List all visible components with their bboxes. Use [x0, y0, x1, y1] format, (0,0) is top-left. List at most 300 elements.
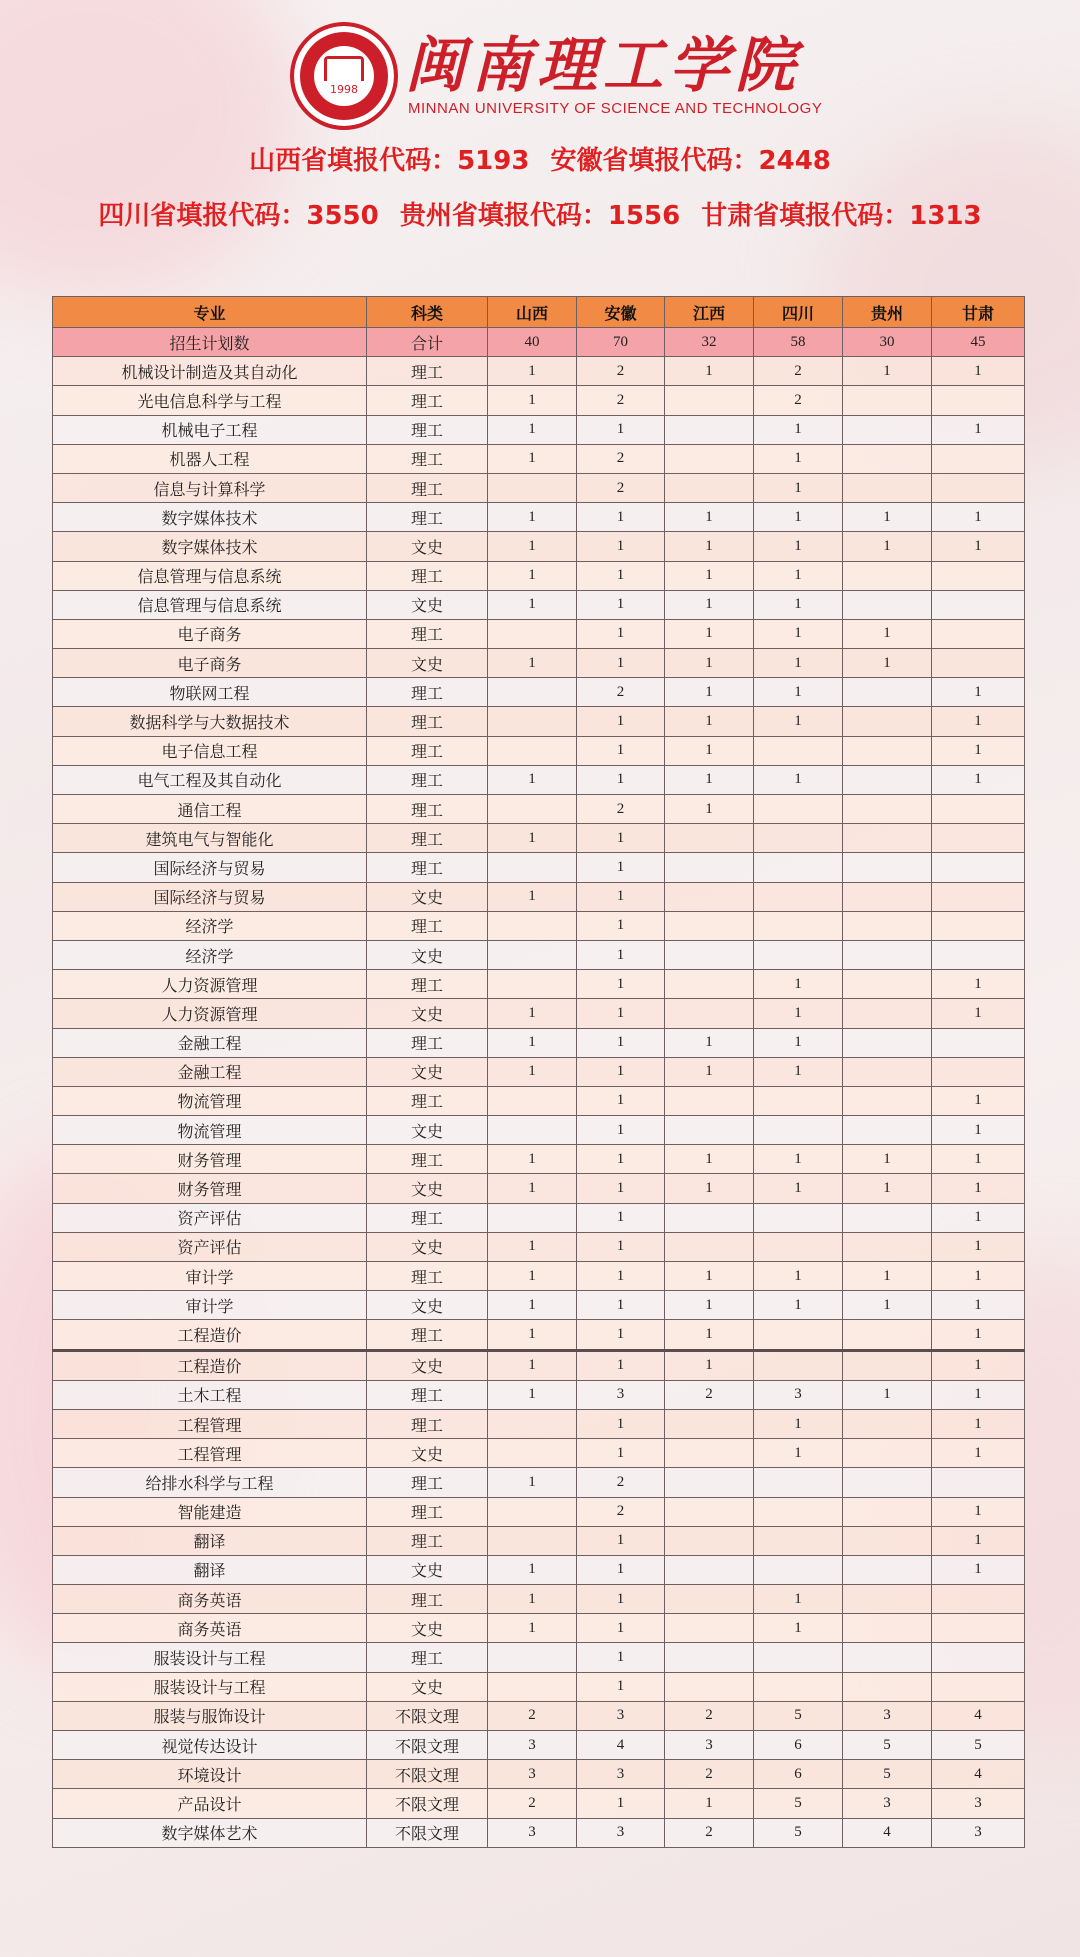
- cell-category: 理工: [367, 444, 488, 473]
- cell-category: 文史: [367, 1291, 488, 1320]
- cell-category: 理工: [367, 707, 488, 736]
- cell-gansu: [932, 444, 1025, 473]
- cell-major: 信息管理与信息系统: [53, 590, 367, 619]
- cell-major: 财务管理: [53, 1145, 367, 1174]
- code-anhui: 安徽省填报代码：2448: [550, 146, 831, 176]
- table-row: [53, 1028, 1025, 1057]
- cell-sichuan: 5: [754, 1789, 843, 1818]
- province-codes-line-1: [0, 140, 1080, 177]
- cell-category: 理工: [367, 386, 488, 415]
- cell-gansu: 1: [932, 1350, 1025, 1380]
- cell-anhui: 1: [577, 1057, 665, 1086]
- cell-anhui: 2: [577, 795, 665, 824]
- cell-gansu: 1: [932, 1320, 1025, 1350]
- cell-sichuan: [754, 1350, 843, 1380]
- table-row: [53, 1497, 1025, 1526]
- cell-major: 物流管理: [53, 1086, 367, 1115]
- cell-jiangxi: [665, 882, 754, 911]
- cell-gansu: [932, 561, 1025, 590]
- cell-jiangxi: [665, 970, 754, 999]
- cell-category: 理工: [367, 1497, 488, 1526]
- cell-shanxi: [488, 736, 577, 765]
- cell-guizhou: [843, 853, 932, 882]
- cell-gansu: 1: [932, 999, 1025, 1028]
- cell-jiangxi: [665, 853, 754, 882]
- cell-guizhou: 1: [843, 619, 932, 648]
- cell-gansu: 1: [932, 765, 1025, 794]
- cell-anhui: 1: [577, 1672, 665, 1701]
- cell-guizhou: [843, 1086, 932, 1115]
- table-header-row: [53, 297, 1025, 328]
- cell-guizhou: [843, 911, 932, 940]
- cell-gansu: 5: [932, 1731, 1025, 1760]
- cell-shanxi: 1: [488, 1380, 577, 1409]
- cell-shanxi: 1: [488, 649, 577, 678]
- cell-shanxi: 2: [488, 1789, 577, 1818]
- cell-category: 理工: [367, 911, 488, 940]
- cell-jiangxi: 1: [665, 357, 754, 386]
- cell-anhui: 1: [577, 999, 665, 1028]
- table-row: [53, 1789, 1025, 1818]
- cell-jiangxi: 1: [665, 532, 754, 561]
- cell-jiangxi: 1: [665, 707, 754, 736]
- table-row: [53, 386, 1025, 415]
- cell-shanxi: [488, 619, 577, 648]
- cell-gansu: 1: [932, 707, 1025, 736]
- table-row: [53, 1203, 1025, 1232]
- cell-major: 电子信息工程: [53, 736, 367, 765]
- table-row: [53, 1614, 1025, 1643]
- table-row: [53, 911, 1025, 940]
- table-row: [53, 1350, 1025, 1380]
- cell-anhui: 1: [577, 1439, 665, 1468]
- cell-sichuan: 1: [754, 649, 843, 678]
- cell-gansu: 1: [932, 1409, 1025, 1438]
- cell-anhui: 1: [577, 1526, 665, 1555]
- cell-gansu: 3: [932, 1818, 1025, 1847]
- table-row: [53, 1643, 1025, 1672]
- cell-sichuan: 1: [754, 1585, 843, 1614]
- cell-gansu: 1: [932, 1555, 1025, 1584]
- cell-shanxi: 1: [488, 1232, 577, 1261]
- cell-guizhou: 3: [843, 1789, 932, 1818]
- cell-shanxi: 1: [488, 1468, 577, 1497]
- cell-sichuan: 1: [754, 707, 843, 736]
- cell-shanxi: [488, 1086, 577, 1115]
- cell-guizhou: [843, 415, 932, 444]
- cell-shanxi: [488, 1526, 577, 1555]
- table-row: [53, 444, 1025, 473]
- cell-category: 理工: [367, 1086, 488, 1115]
- cell-sichuan: [754, 1672, 843, 1701]
- cell-shanxi: 1: [488, 357, 577, 386]
- cell-sichuan: 1: [754, 561, 843, 590]
- cell-category: 理工: [367, 765, 488, 794]
- cell-sichuan: 2: [754, 386, 843, 415]
- cell-jiangxi: [665, 1585, 754, 1614]
- cell-anhui: 1: [577, 1320, 665, 1350]
- cell-shanxi: [488, 1672, 577, 1701]
- cell-guizhou: [843, 1672, 932, 1701]
- cell-jiangxi: 1: [665, 1057, 754, 1086]
- cell-jiangxi: 1: [665, 765, 754, 794]
- cell-anhui: 1: [577, 882, 665, 911]
- table-row: [53, 357, 1025, 386]
- cell-major: 服装设计与工程: [53, 1643, 367, 1672]
- cell-sichuan: [754, 1526, 843, 1555]
- cell-anhui: 1: [577, 532, 665, 561]
- cell-gansu: 3: [932, 1789, 1025, 1818]
- cell-shanxi: 1: [488, 590, 577, 619]
- code-guizhou: 贵州省填报代码：1556: [399, 201, 681, 231]
- cell-category: 理工: [367, 1468, 488, 1497]
- cell-guizhou: 1: [843, 1262, 932, 1291]
- table-row: [53, 1731, 1025, 1760]
- cell-sichuan: 1: [754, 444, 843, 473]
- table-row: [53, 1555, 1025, 1584]
- cell-major: 信息管理与信息系统: [53, 561, 367, 590]
- cell-anhui: 1: [577, 1643, 665, 1672]
- cell-anhui: 1: [577, 1203, 665, 1232]
- cell-major: 给排水科学与工程: [53, 1468, 367, 1497]
- cell-anhui: 1: [577, 1028, 665, 1057]
- cell-guizhou: [843, 1203, 932, 1232]
- cell-jiangxi: 1: [665, 503, 754, 532]
- cell-category: 文史: [367, 590, 488, 619]
- cell-anhui: 1: [577, 765, 665, 794]
- cell-category: 理工: [367, 824, 488, 853]
- cell-sichuan: [754, 1203, 843, 1232]
- cell-jiangxi: 2: [665, 1701, 754, 1730]
- header-col-category: 科类: [367, 297, 488, 328]
- cell-jiangxi: 1: [665, 1350, 754, 1380]
- cell-shanxi: 1: [488, 1350, 577, 1380]
- cell-sichuan: 1: [754, 999, 843, 1028]
- table-row: [53, 795, 1025, 824]
- cell-anhui: 1: [577, 940, 665, 969]
- cell-jiangxi: [665, 999, 754, 1028]
- cell-category: 文史: [367, 882, 488, 911]
- province-codes-line-2: [0, 195, 1080, 232]
- table-row: [53, 1409, 1025, 1438]
- table-row: [53, 736, 1025, 765]
- cell-major: 物联网工程: [53, 678, 367, 707]
- cell-guizhou: [843, 1116, 932, 1145]
- cell-major: 经济学: [53, 911, 367, 940]
- cell-sichuan: 58: [754, 328, 843, 357]
- cell-category: 理工: [367, 1409, 488, 1438]
- cell-sichuan: 1: [754, 1262, 843, 1291]
- cell-anhui: 2: [577, 444, 665, 473]
- total-row: [53, 328, 1025, 357]
- cell-anhui: 3: [577, 1380, 665, 1409]
- cell-shanxi: [488, 1439, 577, 1468]
- cell-jiangxi: 2: [665, 1818, 754, 1847]
- table-row: [53, 1057, 1025, 1086]
- cell-sichuan: 1: [754, 619, 843, 648]
- cell-gansu: [932, 1614, 1025, 1643]
- cell-anhui: 1: [577, 707, 665, 736]
- cell-gansu: 1: [932, 736, 1025, 765]
- cell-sichuan: 5: [754, 1701, 843, 1730]
- cell-gansu: 1: [932, 1145, 1025, 1174]
- cell-shanxi: 2: [488, 1701, 577, 1730]
- cell-gansu: [932, 1057, 1025, 1086]
- cell-category: 文史: [367, 1174, 488, 1203]
- header-col-anhui: 安徽: [577, 297, 665, 328]
- cell-major: 光电信息科学与工程: [53, 386, 367, 415]
- cell-gansu: [932, 911, 1025, 940]
- cell-gansu: 1: [932, 678, 1025, 707]
- cell-category: 不限文理: [367, 1731, 488, 1760]
- cell-jiangxi: [665, 1672, 754, 1701]
- header-col-major: 专业: [53, 297, 367, 328]
- cell-anhui: 1: [577, 561, 665, 590]
- cell-category: 不限文理: [367, 1818, 488, 1847]
- cell-jiangxi: [665, 940, 754, 969]
- cell-guizhou: 1: [843, 532, 932, 561]
- logo-year: 1998: [330, 83, 358, 96]
- cell-gansu: [932, 1643, 1025, 1672]
- header-col-jiangxi: 江西: [665, 297, 754, 328]
- cell-gansu: 1: [932, 970, 1025, 999]
- cell-sichuan: [754, 1468, 843, 1497]
- cell-shanxi: 1: [488, 415, 577, 444]
- cell-sichuan: [754, 853, 843, 882]
- cell-jiangxi: [665, 1643, 754, 1672]
- cell-jiangxi: 1: [665, 590, 754, 619]
- cell-category: 不限文理: [367, 1789, 488, 1818]
- cell-shanxi: 1: [488, 765, 577, 794]
- cell-shanxi: 1: [488, 882, 577, 911]
- cell-major: 财务管理: [53, 1174, 367, 1203]
- cell-major: 电子商务: [53, 619, 367, 648]
- school-name-cn: 闽南理工学院: [405, 31, 801, 101]
- cell-jiangxi: 1: [665, 1174, 754, 1203]
- table-row: [53, 1145, 1025, 1174]
- cell-shanxi: 1: [488, 1555, 577, 1584]
- cell-jiangxi: [665, 1409, 754, 1438]
- cell-sichuan: 1: [754, 765, 843, 794]
- cell-shanxi: 3: [488, 1731, 577, 1760]
- cell-anhui: 3: [577, 1701, 665, 1730]
- cell-guizhou: [843, 824, 932, 853]
- table-row: [53, 561, 1025, 590]
- cell-major: 信息与计算科学: [53, 473, 367, 502]
- cell-category: 文史: [367, 1057, 488, 1086]
- cell-anhui: 1: [577, 736, 665, 765]
- cell-sichuan: 1: [754, 503, 843, 532]
- cell-shanxi: [488, 1203, 577, 1232]
- table-row: [53, 1526, 1025, 1555]
- cell-major: 审计学: [53, 1291, 367, 1320]
- cell-shanxi: 1: [488, 561, 577, 590]
- cell-category: 理工: [367, 795, 488, 824]
- cell-jiangxi: 1: [665, 561, 754, 590]
- cell-category: 理工: [367, 1643, 488, 1672]
- table-row: [53, 853, 1025, 882]
- cell-guizhou: [843, 736, 932, 765]
- table-row: [53, 532, 1025, 561]
- cell-guizhou: [843, 1350, 932, 1380]
- cell-shanxi: 1: [488, 444, 577, 473]
- cell-category: 理工: [367, 1028, 488, 1057]
- cell-sichuan: [754, 736, 843, 765]
- cell-jiangxi: [665, 911, 754, 940]
- cell-shanxi: [488, 970, 577, 999]
- cell-guizhou: 5: [843, 1731, 932, 1760]
- cell-sichuan: [754, 1116, 843, 1145]
- cell-shanxi: [488, 1116, 577, 1145]
- cell-sichuan: 2: [754, 357, 843, 386]
- table-row: [53, 619, 1025, 648]
- cell-guizhou: 5: [843, 1760, 932, 1789]
- cell-major: 电子商务: [53, 649, 367, 678]
- cell-guizhou: [843, 707, 932, 736]
- cell-major: 环境设计: [53, 1760, 367, 1789]
- cell-anhui: 1: [577, 1086, 665, 1115]
- cell-sichuan: 1: [754, 1614, 843, 1643]
- cell-shanxi: [488, 1643, 577, 1672]
- cell-anhui: 2: [577, 357, 665, 386]
- cell-shanxi: 3: [488, 1760, 577, 1789]
- cell-category: 文史: [367, 1116, 488, 1145]
- cell-guizhou: [843, 590, 932, 619]
- table-row: [53, 940, 1025, 969]
- cell-guizhou: [843, 970, 932, 999]
- cell-guizhou: [843, 444, 932, 473]
- cell-category: 理工: [367, 1320, 488, 1350]
- cell-category: 合计: [367, 328, 488, 357]
- cell-jiangxi: [665, 1468, 754, 1497]
- cell-major: 视觉传达设计: [53, 1731, 367, 1760]
- cell-guizhou: [843, 1643, 932, 1672]
- cell-guizhou: [843, 1409, 932, 1438]
- cell-category: 理工: [367, 678, 488, 707]
- cell-jiangxi: [665, 1203, 754, 1232]
- cell-guizhou: [843, 1320, 932, 1350]
- cell-guizhou: [843, 1468, 932, 1497]
- cell-guizhou: [843, 1614, 932, 1643]
- cell-anhui: 1: [577, 1350, 665, 1380]
- cell-gansu: [932, 795, 1025, 824]
- cell-guizhou: 1: [843, 1145, 932, 1174]
- cell-gansu: 1: [932, 1086, 1025, 1115]
- cell-major: 国际经济与贸易: [53, 853, 367, 882]
- cell-category: 理工: [367, 619, 488, 648]
- cell-major: 人力资源管理: [53, 999, 367, 1028]
- cell-gansu: [932, 824, 1025, 853]
- cell-guizhou: 30: [843, 328, 932, 357]
- table-row: [53, 765, 1025, 794]
- table-row: [53, 1672, 1025, 1701]
- enrollment-plan-table: [52, 296, 1025, 1848]
- code-sichuan: 四川省填报代码：3550: [98, 201, 379, 231]
- cell-major: 机械电子工程: [53, 415, 367, 444]
- cell-category: 理工: [367, 970, 488, 999]
- table-row: [53, 882, 1025, 911]
- cell-sichuan: [754, 1497, 843, 1526]
- school-name-en: MINNAN UNIVERSITY OF SCIENCE AND TECHNOLOGY: [408, 100, 823, 117]
- cell-gansu: [932, 473, 1025, 502]
- cell-jiangxi: 1: [665, 649, 754, 678]
- cell-jiangxi: [665, 415, 754, 444]
- cell-guizhou: [843, 1057, 932, 1086]
- cell-major: 工程造价: [53, 1350, 367, 1380]
- cell-jiangxi: 1: [665, 1145, 754, 1174]
- cell-gansu: 1: [932, 415, 1025, 444]
- cell-sichuan: 1: [754, 970, 843, 999]
- cell-guizhou: 1: [843, 649, 932, 678]
- cell-major: 电气工程及其自动化: [53, 765, 367, 794]
- cell-category: 理工: [367, 853, 488, 882]
- cell-jiangxi: [665, 1232, 754, 1261]
- table-row: [53, 1439, 1025, 1468]
- cell-major: 数字媒体技术: [53, 503, 367, 532]
- cell-gansu: 1: [932, 1439, 1025, 1468]
- cell-jiangxi: 1: [665, 736, 754, 765]
- cell-shanxi: [488, 678, 577, 707]
- cell-anhui: 1: [577, 1262, 665, 1291]
- cell-category: 理工: [367, 1526, 488, 1555]
- table-row: [53, 1701, 1025, 1730]
- cell-anhui: 1: [577, 1232, 665, 1261]
- cell-shanxi: [488, 911, 577, 940]
- cell-major: 翻译: [53, 1526, 367, 1555]
- cell-major: 机器人工程: [53, 444, 367, 473]
- cell-major: 产品设计: [53, 1789, 367, 1818]
- table-row: [53, 473, 1025, 502]
- cell-major: 招生计划数: [53, 328, 367, 357]
- cell-sichuan: [754, 940, 843, 969]
- cell-jiangxi: [665, 824, 754, 853]
- cell-gansu: 1: [932, 1174, 1025, 1203]
- cell-major: 翻译: [53, 1555, 367, 1584]
- table-row: [53, 1380, 1025, 1409]
- table-row: [53, 707, 1025, 736]
- cell-anhui: 1: [577, 415, 665, 444]
- cell-anhui: 2: [577, 473, 665, 502]
- cell-gansu: 1: [932, 1232, 1025, 1261]
- cell-jiangxi: 32: [665, 328, 754, 357]
- cell-guizhou: 1: [843, 1174, 932, 1203]
- cell-guizhou: [843, 795, 932, 824]
- cell-major: 工程管理: [53, 1409, 367, 1438]
- cell-major: 商务英语: [53, 1614, 367, 1643]
- cell-gansu: [932, 1672, 1025, 1701]
- table-row: [53, 678, 1025, 707]
- cell-category: 文史: [367, 999, 488, 1028]
- cell-anhui: 1: [577, 824, 665, 853]
- cell-major: 智能建造: [53, 1497, 367, 1526]
- cell-shanxi: 1: [488, 1614, 577, 1643]
- cell-category: 文史: [367, 940, 488, 969]
- cell-guizhou: 3: [843, 1701, 932, 1730]
- cell-guizhou: [843, 940, 932, 969]
- cell-gansu: [932, 1585, 1025, 1614]
- cell-jiangxi: [665, 473, 754, 502]
- cell-jiangxi: 1: [665, 1789, 754, 1818]
- cell-major: 资产评估: [53, 1203, 367, 1232]
- table-row: [53, 1116, 1025, 1145]
- cell-guizhou: [843, 1555, 932, 1584]
- cell-anhui: 1: [577, 1145, 665, 1174]
- cell-gansu: [932, 619, 1025, 648]
- cell-category: 不限文理: [367, 1701, 488, 1730]
- cell-shanxi: 3: [488, 1818, 577, 1847]
- table-row: [53, 649, 1025, 678]
- cell-guizhou: [843, 1526, 932, 1555]
